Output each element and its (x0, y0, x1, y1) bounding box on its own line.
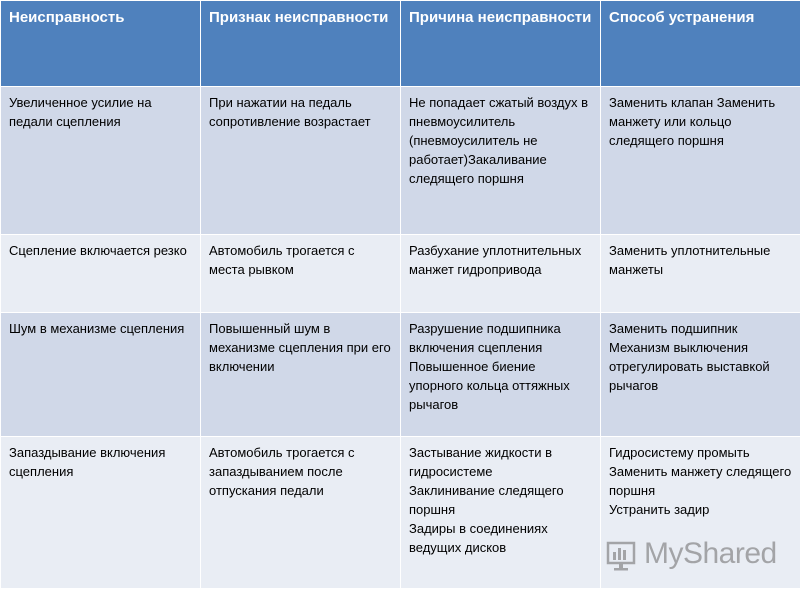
column-header-cause: Причина неисправности (401, 1, 601, 87)
cell-line: Застывание жидкости в гидросистеме (409, 445, 552, 479)
cell-line: Гидросистему промыть (609, 445, 750, 460)
table-cell-symptom (201, 235, 401, 313)
cell-line: Разбухание уплотнительных манжет гидропривода (409, 243, 582, 277)
watermark-text: MyShared (644, 537, 777, 570)
cell-line: Автомобиль трогается с запаздыванием после отпускания педали (209, 445, 355, 498)
cell-line: Не попадает сжатый воздух в пневмоусилитель (пневмоусилитель не работает)Закаливание следящего поршня (409, 95, 589, 186)
cell-line: Шум в механизме сцепления (9, 321, 185, 336)
cell-line: Сцепление включается резко (9, 243, 187, 258)
table-cell-fault (1, 235, 201, 313)
table-row (1, 87, 800, 235)
cell-line: Заменить клапан Заменить манжету или кольцо следящего поршня (609, 95, 776, 148)
table-row (1, 313, 800, 437)
table-cell-remedy (601, 235, 800, 313)
cell-line: Разрушение подшипника включения сцепления (409, 321, 561, 355)
cell-line: Заменить манжету следящего поршня (609, 464, 792, 498)
table-cell-remedy (601, 313, 800, 437)
table-cell-fault (1, 313, 201, 437)
cell-line: Заклинивание следящего поршня (409, 483, 564, 517)
myshared-logo-icon (606, 537, 640, 571)
table-cell-symptom (201, 437, 401, 589)
table-cell-symptom (201, 313, 401, 437)
column-header-remedy: Способ устранения (601, 1, 800, 87)
table-cell-cause (401, 87, 601, 235)
cell-line: Устранить задир (609, 502, 710, 517)
column-header-symptom: Признак неисправности (201, 1, 401, 87)
column-header-fault: Неисправность (1, 1, 201, 87)
cell-line: Повышенный шум в механизме сцепления при его включении (209, 321, 391, 374)
cell-line: Заменить уплотнительные манжеты (609, 243, 771, 277)
cell-line: Механизм выключения отрегулировать выставкой рычагов (609, 340, 770, 393)
table-cell-remedy (601, 87, 800, 235)
table-row (1, 235, 800, 313)
cell-line: Автомобиль трогается с места рывком (209, 243, 355, 277)
table-cell-fault (1, 437, 201, 589)
table-cell-symptom (201, 87, 401, 235)
myshared-watermark (606, 534, 777, 574)
table-cell-cause (401, 313, 601, 437)
table-cell-fault (1, 87, 201, 235)
table-cell-cause (401, 437, 601, 589)
table-header-row (1, 1, 800, 87)
cell-line: Запаздывание включения сцепления (9, 445, 166, 479)
cell-line: Повышенное биение упорного кольца оттяжных рычагов (409, 359, 570, 412)
cell-line: При нажатии на педаль сопротивление возрастает (209, 95, 371, 129)
cell-line: Увеличенное усилие на педали сцепления (9, 95, 152, 129)
cell-line: Задиры в соединениях ведущих дисков (409, 521, 548, 555)
table-cell-cause (401, 235, 601, 313)
cell-line: Заменить подшипник (609, 321, 738, 336)
